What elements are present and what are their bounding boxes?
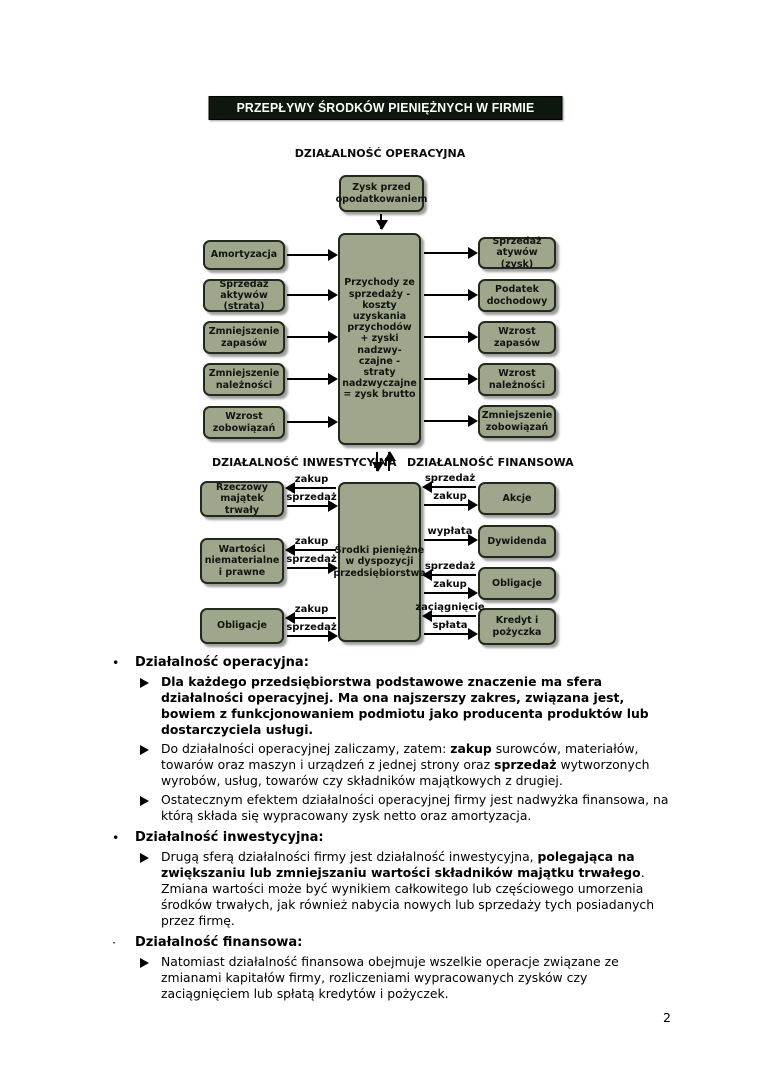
section-label-investing: DZIAŁALNOŚĆ INWESTYCYJNA (212, 456, 397, 469)
box-akcje: Akcje (478, 482, 556, 515)
sub-bullet-arrow-icon (140, 954, 161, 1002)
heading-investing: Działalność inwestycyjna: (135, 830, 324, 845)
flow-group-obligacje-fin (424, 561, 476, 597)
flow-group-rzeczowy (287, 474, 336, 510)
flow-label-sprzedaz: sprzedaż (286, 554, 337, 565)
box-rzeczowy-majatek-trwaly: Rzeczowy majątek trwały (200, 481, 284, 517)
text-segment: Do działalności operacyjnej zaliczamy, zatem: (161, 741, 451, 756)
flow-label-zakup: zakup (294, 604, 329, 615)
bullet-investing-heading (112, 830, 669, 846)
arrow-up-icon (388, 452, 390, 471)
flow-label-sprzedaz: sprzedaż (424, 561, 476, 572)
flow-arrow-left-icon (424, 615, 476, 617)
box-wzrost-naleznosci: Wzrost należności (478, 363, 556, 396)
box-profit-before-tax: Zysk przed opodatkowaniem (339, 175, 424, 212)
bullet-icon: • (112, 655, 120, 670)
text-segment-bold: zakup (450, 741, 492, 756)
box-operating-result: Przychody ze sprzedaży - koszty uzyskania przychodów + zyski nadzwy-czajne - straty nadzwyczajne = zysk brutto (338, 233, 421, 445)
box-sprzedaz-atywow-zysk: Sprzedaż atywów (zysk) (478, 237, 556, 269)
flow-group-dywidenda (424, 526, 476, 544)
flow-group-kredyt (415, 602, 485, 638)
box-wartosci-niematerialne: Wartości niematerialne i prawne (200, 538, 284, 584)
flow-arrow-right-icon (424, 336, 476, 338)
flow-label-wyplata: wypłata (427, 526, 473, 537)
sub-bullet-arrow-icon (140, 741, 161, 789)
box-dywidenda: Dywidenda (478, 525, 556, 558)
flow-group-obligacje-inw (287, 604, 336, 640)
arrow-down-icon (380, 214, 382, 229)
flow-arrow-left-icon (424, 574, 476, 576)
heading-operating: Działalność operacyjna: (135, 655, 309, 670)
flow-arrow-left-icon (287, 549, 336, 551)
box-wzrost-zapasow: Wzrost zapasów (478, 321, 556, 354)
list-item (140, 849, 669, 929)
page-number: 2 (663, 1010, 671, 1025)
bullet-icon: • (112, 830, 120, 845)
sub-bullet-arrow-icon (140, 849, 161, 929)
flow-arrow-right-icon (424, 378, 476, 380)
heading-financing: Działalność finansowa: (135, 935, 303, 950)
flow-arrow-right-icon (287, 254, 336, 256)
flow-arrow-right-icon (287, 421, 336, 423)
box-kredyt-pozyczka: Kredyt i pożyczka (478, 608, 556, 645)
box-zmniejszenie-zapasow: Zmniejszenie zapasów (203, 321, 285, 354)
flow-arrow-right-icon (287, 336, 336, 338)
flow-arrow-right-icon (287, 294, 336, 296)
bullet-icon: · (112, 935, 116, 950)
flow-arrow-left-icon (287, 617, 336, 619)
flow-arrow-right-icon (424, 633, 476, 635)
section-label-financing: DZIAŁALNOŚĆ FINANSOWA (407, 456, 574, 469)
list-item (140, 741, 669, 789)
box-podatek-dochodowy: Podatek dochodowy (478, 279, 556, 312)
paragraph (161, 741, 669, 789)
flow-arrow-right-icon (424, 504, 476, 506)
list-item (140, 674, 669, 738)
flow-arrow-right-icon (424, 252, 476, 254)
flow-group-wartosci (287, 536, 336, 572)
sub-bullet-arrow-icon (140, 674, 161, 738)
body-text (112, 649, 669, 1005)
sub-bullet-arrow-icon (140, 792, 161, 824)
flow-arrow-right-icon (287, 378, 336, 380)
text-segment-bold: sprzedaż (494, 757, 557, 772)
text-segment: Drugą sferą działalności firmy jest działalność inwestycyjna, (161, 849, 538, 864)
box-obligacje-inwestycyjne: Obligacje (200, 608, 284, 644)
bullet-financing-heading (112, 935, 669, 951)
flow-arrow-right-icon (424, 539, 476, 541)
flow-label-zaciagniecie: zaciągnięcie (415, 602, 485, 613)
box-wzrost-zobowiazan: Wzrost zobowiązań (203, 406, 285, 439)
flow-arrow-left-icon (287, 487, 336, 489)
box-amortyzacja: Amortyzacja (203, 240, 285, 270)
flow-label-splata: spłata (432, 620, 468, 631)
flow-label-zakup: zakup (433, 579, 467, 590)
box-zmniejszenie-naleznosci: Zmniejszenie należności (203, 363, 285, 396)
flow-label-sprzedaz: sprzedaż (424, 473, 476, 484)
flow-arrow-right-icon (287, 505, 336, 507)
paragraph (161, 849, 669, 929)
text-segment: surowców, materiałów, towarów oraz maszyn i urządzeń z jednej strony oraz (161, 741, 639, 772)
list-item (140, 792, 669, 824)
text-segment-bold: polegająca na zwiększaniu lub zmniejszaniu wartości składników majątku trwałego (161, 849, 641, 880)
list-item (140, 954, 669, 1002)
flow-arrow-right-icon (424, 294, 476, 296)
paragraph: Natomiast działalność finansowa obejmuje wszelkie operacje związane ze zmianami kapitałów firmy, rozliczeniami wypracowanych zysków czy zaciągnięciem lub spłatą kredytów i pożyczek. (161, 954, 619, 1001)
flow-label-zakup: zakup (433, 491, 467, 502)
section-label-operating: DZIAŁALNOŚĆ OPERACYJNA (294, 147, 466, 160)
bullet-operating-heading (112, 655, 669, 671)
text-segment: wytworzonych wyrobów, usług, towarów czy składników majątkowych z drugiej. (161, 757, 650, 788)
box-obligacje-finansowe: Obligacje (478, 567, 556, 600)
box-zmniejszenie-zobowiazan: Zmniejszenie zobowiązań (478, 405, 556, 438)
paragraph: Ostatecznym efektem działalności operacyjnej firmy jest nadwyżka finansowa, na którą składa się wypracowany zysk netto oraz amortyzacja. (161, 792, 669, 823)
flow-label-zakup: zakup (294, 474, 329, 485)
flow-arrow-right-icon (287, 567, 336, 569)
flow-arrow-right-icon (287, 635, 336, 637)
flow-arrow-right-icon (424, 592, 476, 594)
box-cash: Środki pieniężne w dyspozycji przedsiębiorstwa (338, 482, 421, 642)
box-sprzedaz-aktywow-strata: Sprzedaż aktywów (strata) (203, 279, 285, 312)
arrow-down-icon (376, 452, 378, 471)
flow-label-sprzedaz: sprzedaż (286, 492, 337, 503)
flow-arrow-left-icon (424, 486, 476, 488)
text-segment: . Zmiana wartości może być wynikiem całkowitego lub częściowego umorzenia środków trwałych, jak również nabycia nowych lub sprzedaży tych posiadanych przez firmę. (161, 865, 655, 928)
flow-group-akcje (424, 473, 476, 509)
flow-label-zakup: zakup (294, 536, 329, 547)
diagram-title: PRZEPŁYWY ŚRODKÓW PIENIĘŻNYCH W FIRMIE (209, 96, 563, 120)
flow-label-sprzedaz: sprzedaż (286, 622, 337, 633)
flow-arrow-right-icon (424, 420, 476, 422)
paragraph: Dla każdego przedsiębiorstwa podstawowe znaczenie ma sfera działalności operacyjnej. Ma ona najszerszy zakres, związana jest, bowiem z funkcjonowaniem podmiotu jako producenta produktów lub dostarczyciela usługi. (161, 674, 649, 737)
